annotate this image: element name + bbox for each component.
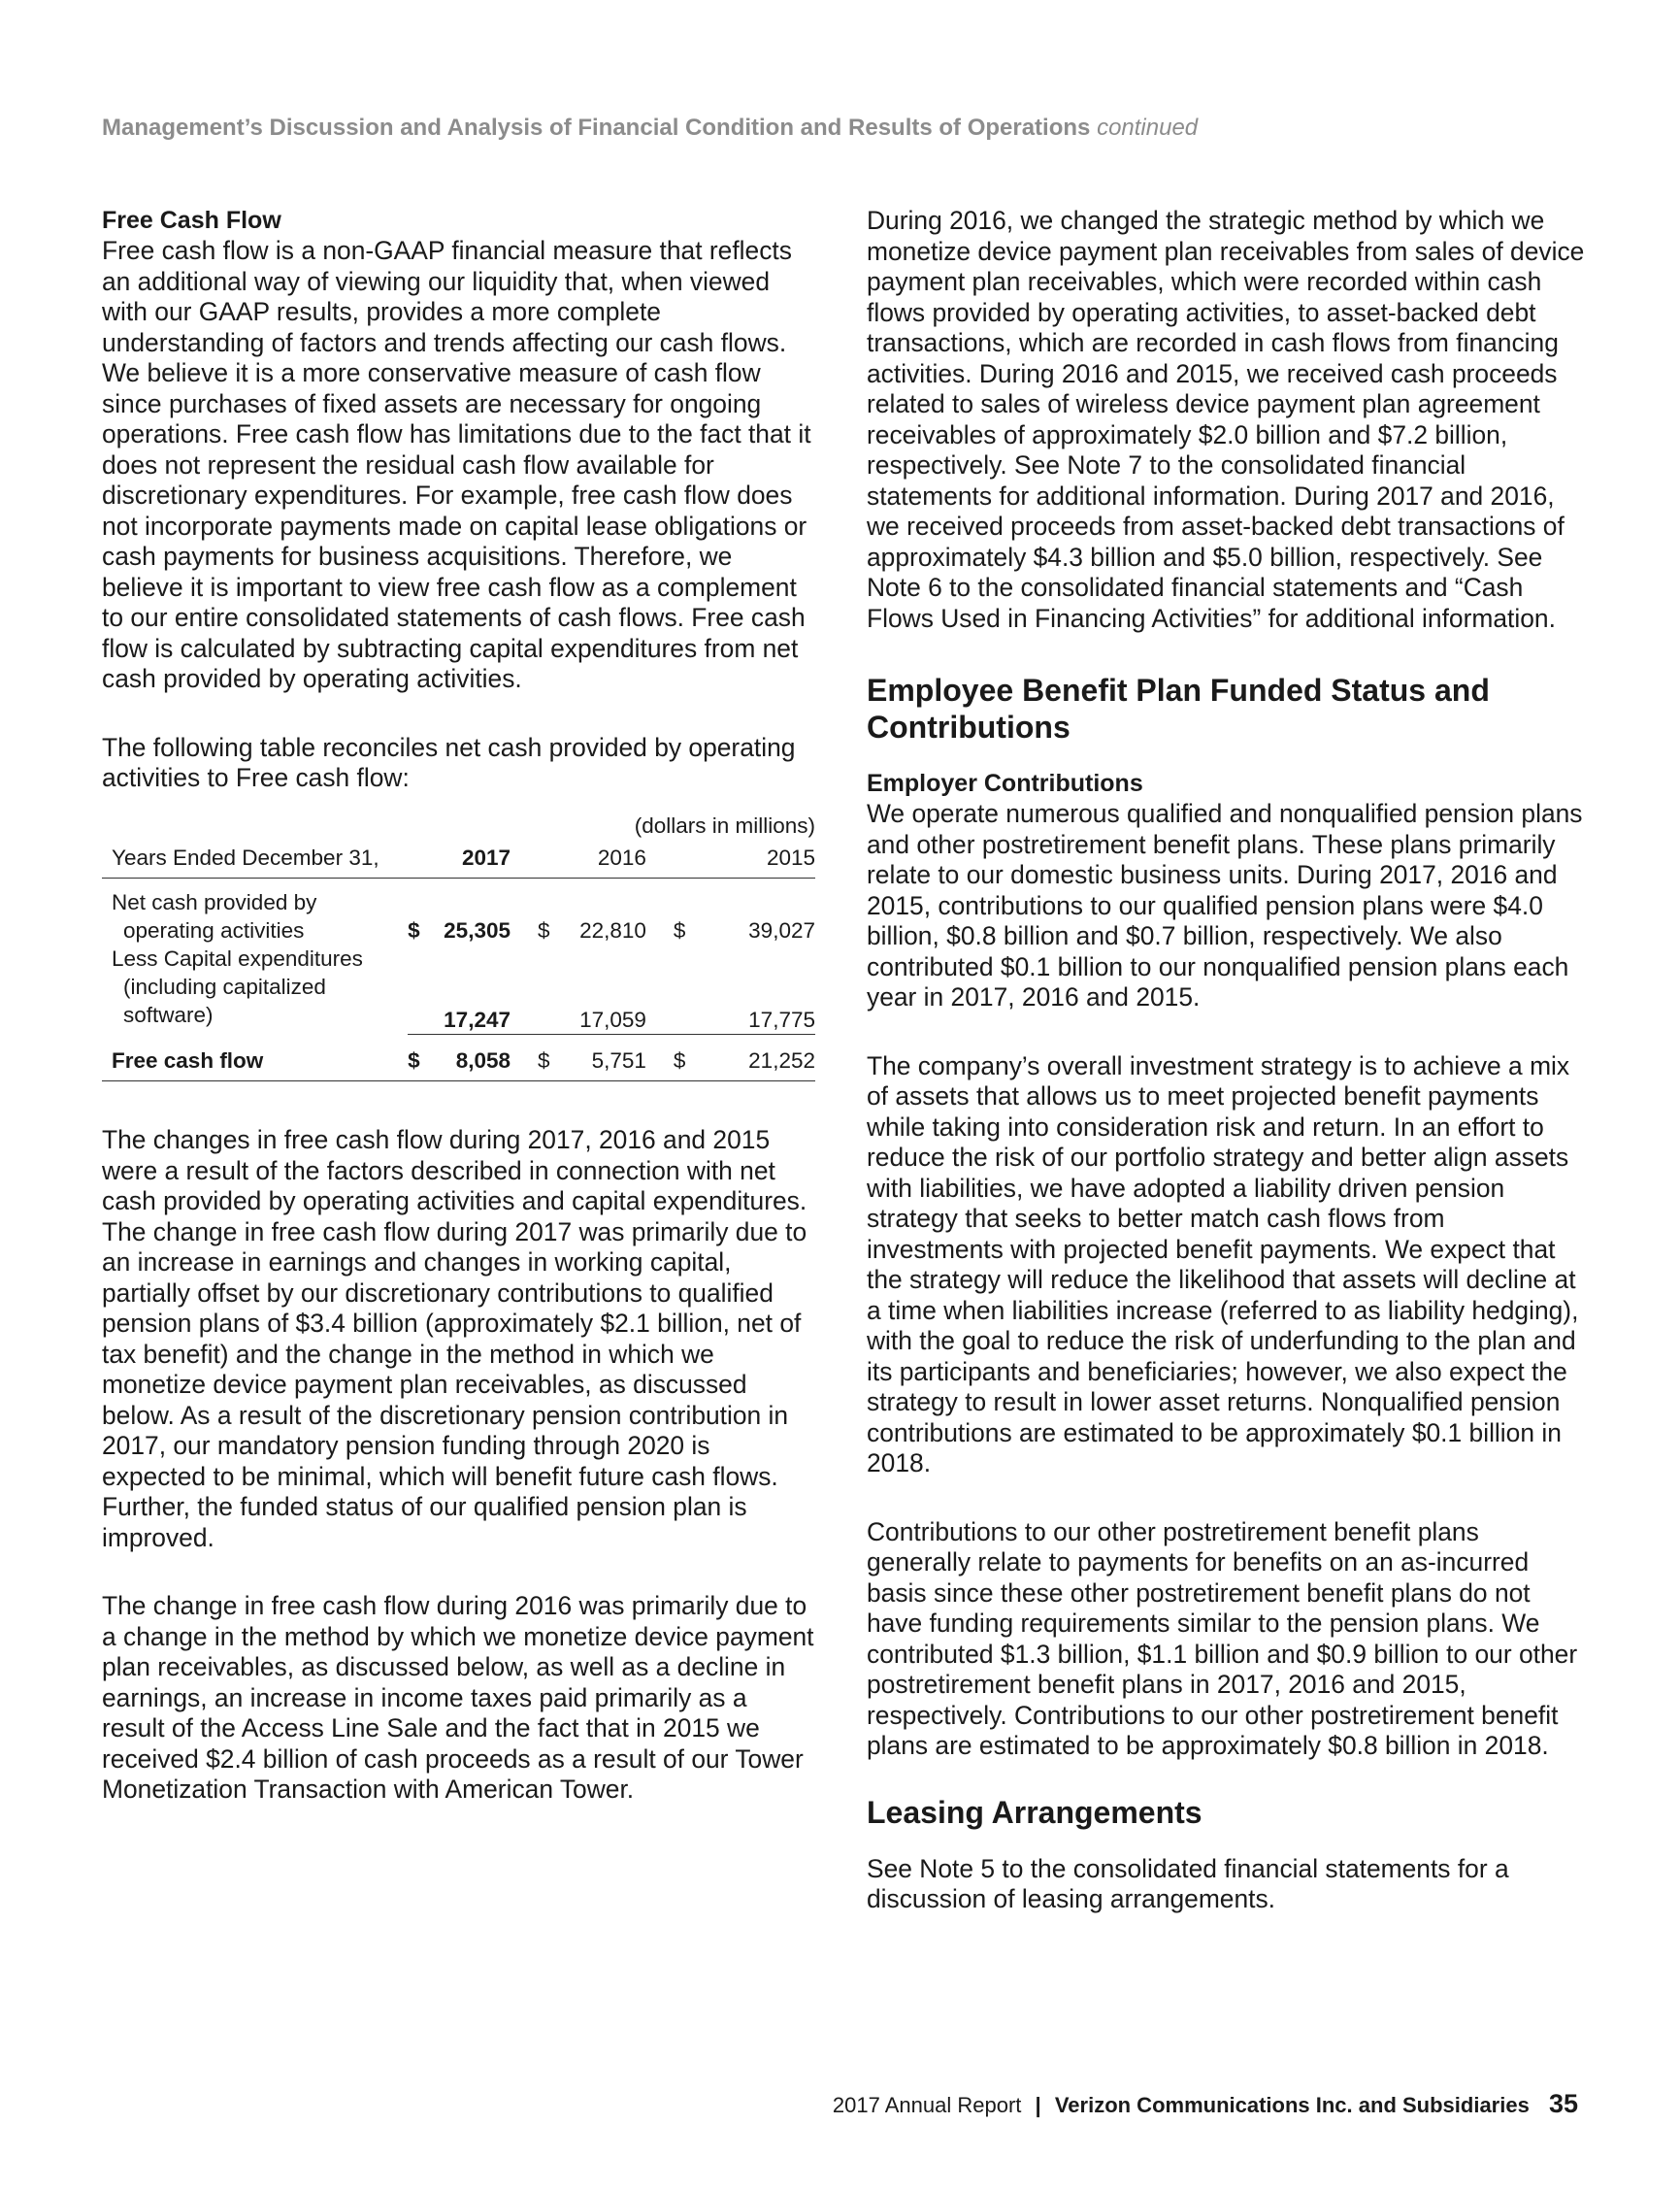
table-column-label: Years Ended December 31, (102, 844, 408, 879)
table-units: (dollars in millions) (634, 813, 815, 838)
reconcile-intro-paragraph: The following table reconciles net cash provided by operating activities to Free cash flow: (102, 732, 796, 792)
total-value: 8,058 (434, 1035, 511, 1081)
employer-contributions-paragraph: We operate numerous qualified and nonqualified pension plans and other postretirement benefit plans. These plans primarily relate to our domestic business units. During 2017, 2016 and 2015, contributions to our qualified pension plans were $4.0 billion, $0.8 billion and $0.7 billion, respectively. We also contributed $0.1 billion to our nonqualified pension plans each year in 2017, 2016 and 2015. (867, 799, 1583, 1012)
employer-contributions-heading: Employer Contributions (867, 770, 1143, 797)
table-row (102, 888, 815, 916)
running-header-title: Management’s Discussion and Analysis of Financial Condition and Results of Operations (102, 115, 1091, 141)
footer-separator: | (1035, 2093, 1041, 2117)
footer-report: 2017 Annual Report (832, 2093, 1022, 2117)
free-cash-flow-heading: Free Cash Flow (102, 207, 281, 234)
right-column (867, 206, 1585, 1953)
row-label: Net cash provided by (112, 889, 317, 914)
table-year-2015: 2015 (685, 844, 815, 879)
page-footer (833, 2089, 1578, 2119)
table-year-2017: 2017 (434, 844, 511, 879)
free-cash-flow-paragraph: Free cash flow is a non-GAAP financial measure that reflects an additional way of viewing our liquidity that, when viewed with our GAAP results, provides a more complete understanding of factors and trends affecting our cash flows. We believe it is a more conservative measure of cash flow since purchases of fixed assets are necessary for ongoing operations. Free cash flow has limitations due to the fact that it does not represent the residual cash flow available for discretionary expenditures. For example, free cash flow does not incorporate payments made on capital lease obligations or cash payments for business acquisitions. Therefore, we believe it is important to view free cash flow as a complement to our entire consolidated statements of cash flows. Free cash flow is calculated by subtracting capital expenditures from net cash provided by operating activities. (102, 236, 811, 693)
investment-strategy-paragraph: The company’s overall investment strategy is to achieve a mix of assets that allows us to meet projected benefit payments while taking into consideration risk and return. In an effort to reduce the risk of our portfolio strategy and better align assets with liabilities, we have adopted a liability driven pension strategy that seeks to better match cash flows from investments with projected benefit payments. We expect that the strategy will reduce the likelihood that assets will decline at a time when liabilities increase (referred to as liability hedging), with the goal to reduce the risk of underfunding to the plan and its participants and beneficiaries; however, we also expect the strategy to result in lower asset returns. Nonqualified pension contributions are estimated to be approximately $0.1 billion in 2018. (867, 1050, 1579, 1477)
benefit-plan-heading: Employee Benefit Plan Funded Status and Contributions (867, 673, 1490, 745)
table-row (102, 973, 815, 1001)
table-header-row (102, 844, 815, 879)
other-postretirement-paragraph: Contributions to our other postretirement benefit plans generally relate to payments for benefits on an as-incurred basis since these other postretirement benefit plans do not have funding requirements similar to the pension plans. We contributed $1.3 billion, $1.1 billion and $0.9 billion to our other postretirement benefit plans in 2017, 2016 and 2015, respectively. Contributions to our other postretirement benefit plans are estimated to be approximately $0.8 billion in 2018. (867, 1516, 1578, 1760)
total-value: 5,751 (550, 1035, 646, 1081)
currency-symbol: $ (646, 1035, 686, 1081)
total-label: Free cash flow (102, 1035, 408, 1081)
table-row (102, 945, 815, 973)
currency-symbol: $ (511, 1035, 550, 1081)
left-column (102, 206, 815, 1843)
page-number: 35 (1548, 2089, 1578, 2118)
currency-symbol: $ (408, 1035, 434, 1081)
footer-company: Verizon Communications Inc. and Subsidiaries (1054, 2093, 1530, 2117)
currency-symbol: $ (673, 917, 686, 943)
monetize-paragraph: During 2016, we changed the strategic method by which we monetize device payment plan receivables from sales of device payment plan receivables, which were recorded within cash flows provided by operating activities, to asset-backed debt transactions, which are recorded in cash flows from financing activities. During 2016 and 2015, we received cash proceeds related to sales of wireless device payment plan agreement receivables of approximately $2.0 billion and $7.2 billion, respectively. See Note 7 to the consolidated financial statements for additional information. During 2017 and 2016, we received proceeds from asset-backed debt transactions of approximately $4.3 billion and $5.0 billion, respectively. See Note 6 to the consolidated financial statements and “Cash Flows Used in Financing Activities” for additional information. (867, 206, 1585, 633)
cell-value: 22,810 (579, 917, 646, 943)
running-header-continued: continued (1097, 115, 1199, 141)
table-year-2016: 2016 (550, 844, 646, 879)
changes-paragraph-1: The changes in free cash flow during 2017, 2016 and 2015 were a result of the factors described in connection with net cash provided by operating activities and capital expenditures. The change in free cash flow during 2017 was primarily due to an increase in earnings and changes in working capital, partially offset by our discretionary contributions to qualified pension plans of $3.4 billion (approximately $2.1 billion, net of tax benefit) and the change in the method in which we monetize device payment plan receivables, as discussed below. As a result of the discretionary pension contribution in 2017, our mandatory pension funding through 2020 is expected to be minimal, which will benefit future cash flows. Further, the funded status of our qualified pension plan is improved. (102, 1125, 807, 1552)
currency-symbol: $ (408, 917, 420, 943)
cell-value: 17,059 (579, 1008, 646, 1032)
free-cash-flow-table (102, 812, 815, 1082)
running-header (102, 115, 1198, 142)
row-label: (including capitalized (123, 974, 326, 999)
changes-paragraph-2: The change in free cash flow during 2016 was primarily due to a change in the method by which we monetize device payment plan receivables, as discussed below, as well as a decline in earnings, an increase in income taxes paid primarily as a result of the Access Line Sale and the fact that in 2015 we received $2.4 billion of cash proceeds as a result of our Tower Monetization Transaction with American Tower. (102, 1591, 814, 1804)
leasing-heading: Leasing Arrangements (867, 1794, 1202, 1830)
row-label: Less Capital expenditures (112, 946, 363, 971)
table-row (102, 1001, 815, 1035)
total-value: 21,252 (685, 1035, 815, 1081)
row-label: software) (123, 1002, 214, 1027)
cell-value: 39,027 (748, 917, 815, 943)
leasing-paragraph: See Note 5 to the consolidated financial statements for a discussion of leasing arrangements. (867, 1853, 1509, 1913)
cell-value: 17,247 (444, 1008, 511, 1032)
row-label: operating activities (123, 917, 305, 943)
cell-value: 25,305 (444, 917, 511, 943)
table-row (102, 916, 815, 945)
table-total-row (102, 1035, 815, 1081)
currency-symbol: $ (538, 917, 550, 943)
cell-value: 17,775 (748, 1008, 815, 1032)
